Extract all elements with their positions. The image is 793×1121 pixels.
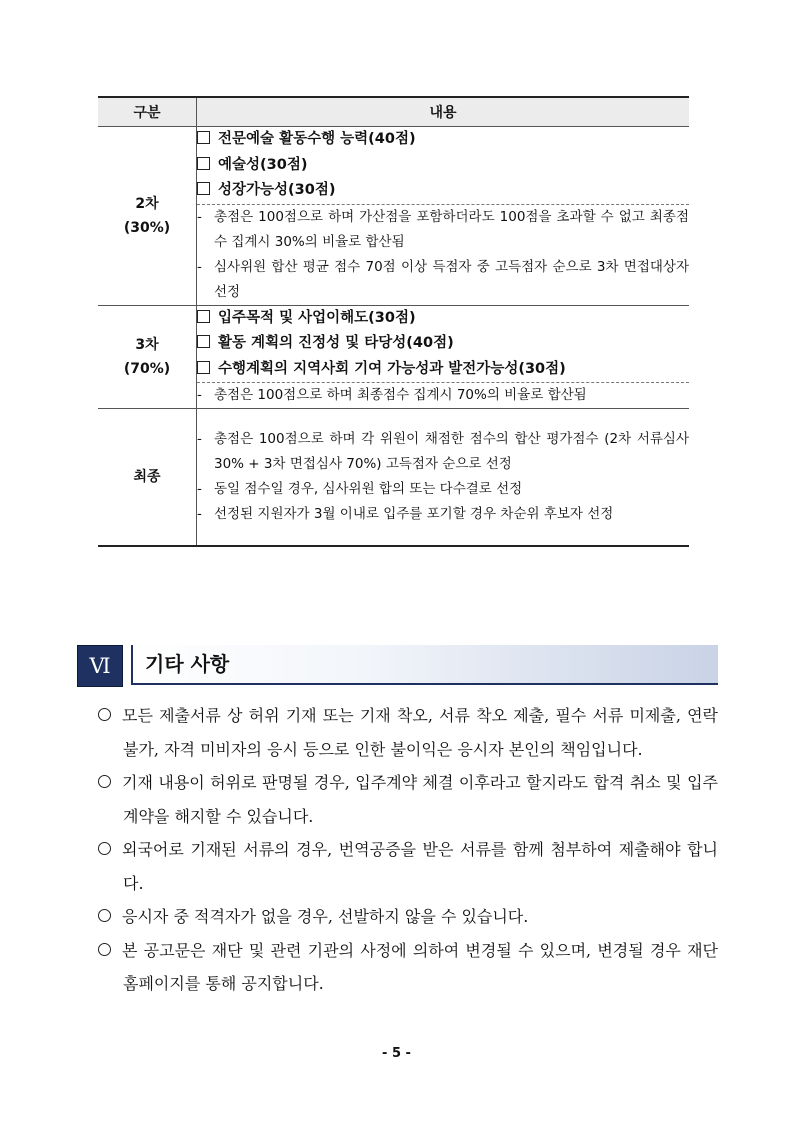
criteria-item: 전문예술 활동수행 능력(40점) [197,127,689,153]
table-row [98,409,689,547]
list-item: 외국어로 기재된 서류의 경우, 번역공증을 받은 서류를 함께 첨부하여 제출해야 합니다. [98,833,718,900]
circle-bullet-icon [98,775,111,788]
table-row [98,305,689,383]
section-header [77,645,718,687]
page-number: - 5 - [382,1046,411,1061]
circle-bullet-icon [98,708,111,721]
row-label-stage3: 3차 (70%) [98,305,197,409]
list-item: 본 공고문은 재단 및 관련 기관의 사정에 의하여 변경될 수 있으며, 변경될 경우 재단 홈페이지를 통해 공지합니다. [98,934,718,1001]
notes-list [197,409,690,547]
checkbox-square-icon [197,361,210,374]
circle-bullet-icon [98,909,111,922]
evaluation-table [98,96,689,547]
checkbox-square-icon [197,157,210,170]
list-item: 기재 내용이 허위로 판명될 경우, 입주계약 체결 이후라고 할지라도 합격 취소 및 입주 계약을 해지할 수 있습니다. [98,766,718,833]
notes-list [197,383,690,409]
note-item: - 선정된 지원자가 3월 이내로 입주를 포기할 경우 차순위 후보자 선정 [197,506,614,522]
table-header-row [98,97,689,127]
section-number: Ⅵ [77,645,123,687]
section-title: 기타 사항 [131,645,718,685]
list-item: 모든 제출서류 상 허위 기재 또는 기재 착오, 서류 착오 제출, 필수 서류 미제출, 연락 불가, 자격 미비자의 응시 등으로 인한 불이익은 응시자 본인의 책임입니다. [98,699,718,766]
criteria-item: 예술성(30점) [197,153,689,179]
criteria-item: 수행계획의 지역사회 기여 가능성과 발전가능성(30점) [197,357,689,383]
note-item: - 심사위원 합산 평균 점수 70점 이상 득점자 중 고득점자 순으로 3차 면접대상자 선정 [197,258,689,300]
note-item: - 동일 점수일 경우, 심사위원 합의 또는 다수결로 선정 [197,481,523,497]
header-content: 내용 [197,97,690,127]
note-item: - 총점은 100점으로 하며 최종점수 집계시 70%의 비율로 합산됨 [197,387,587,403]
checkbox-square-icon [197,335,210,348]
criteria-list [197,127,690,205]
criteria-list [197,305,690,383]
criteria-item: 활동 계획의 진정성 및 타당성(40점) [197,331,689,357]
circle-bullet-icon [98,943,111,956]
criteria-item: 입주목적 및 사업이해도(30점) [197,306,689,332]
checkbox-square-icon [197,182,210,195]
row-label-stage2: 2차 (30%) [98,127,197,306]
notes-list [98,699,718,1001]
list-item: 응시자 중 적격자가 없을 경우, 선발하지 않을 수 있습니다. [98,900,718,934]
row-label-final: 최종 [98,409,197,547]
circle-bullet-icon [98,842,111,855]
criteria-item: 성장가능성(30점) [197,178,689,204]
checkbox-square-icon [197,131,210,144]
header-category: 구분 [98,97,197,127]
checkbox-square-icon [197,310,210,323]
table-row [98,127,689,205]
note-item: - 총점은 100점으로 하며 가산점을 포함하더라도 100점을 초과할 수 없고 최종점수 집계시 30%의 비율로 합산됨 [197,208,689,250]
notes-list [197,204,690,305]
note-item: - 총점은 100점으로 하며 각 위원이 채점한 점수의 합산 평가점수 (2차 서류심사 30% + 3차 면접심사 70%) 고득점자 순으로 선정 [197,431,689,472]
